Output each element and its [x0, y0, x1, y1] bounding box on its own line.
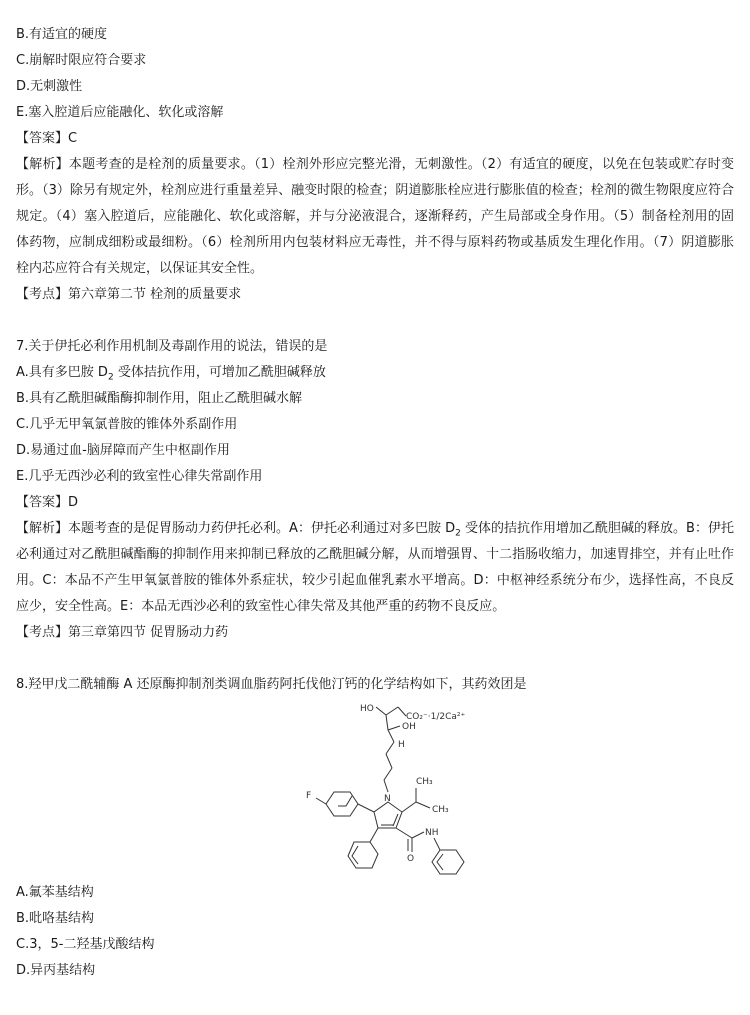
bond [358, 804, 374, 812]
q8-option-c: C.3，5-二羟基戊酸结构 [16, 937, 155, 952]
q7-option-a-post: 受体拮抗作用，可增加乙酰胆碱释放 [113, 365, 326, 380]
spacer [16, 646, 734, 672]
q7-analysis-pre: 【解析】本题考查的是促胃肠动力药伊托必利。A：伊托必利通过对多巴胺 D [16, 521, 456, 536]
q7-analysis [16, 516, 734, 620]
label-co2-ca: CO₂⁻·1/2Ca²⁺ [406, 712, 466, 722]
bond [352, 846, 358, 864]
atorvastatin-structure-figure [16, 698, 734, 880]
q8-stem: 8.羟甲戊二酰辅酶 A 还原酶抑制剂类调血脂药阿托伐他汀钙的化学结构如下，其药效团是 [16, 677, 527, 692]
bond [386, 715, 388, 730]
bond [412, 832, 424, 838]
q7-analysis-sub: 2 [455, 528, 461, 539]
q7-answer: 【答案】D [16, 495, 79, 510]
label-oh: OH [402, 722, 416, 732]
bond [386, 754, 392, 768]
atorvastatin-structure [294, 698, 504, 878]
label-ho: HO [360, 704, 374, 714]
q7-option-a [16, 360, 734, 386]
q6-option-e: E.塞入腔道后应能融化、软化或溶解 [16, 105, 224, 120]
q7-point: 【考点】第三章第四节 促胃肠动力药 [16, 625, 229, 640]
bond [437, 854, 443, 870]
q6-analysis: 【解析】本题考查的是栓剂的质量要求。（1）栓剂外形应完整光滑，无刺激性。（2）有适宜的硬度，以免在包装或贮存时变形。（3）除另有规定外，栓剂应进行重量差异、融变时限的检查；阴道膨胀栓应进行膨胀值的检查；栓剂的微生物限度应符合规定。（4）塞入腔道后，应能融化、软化或溶解，并与分泌液混合，逐渐释药，产生局部或全身作用。（5）制备栓剂用的固体药物，应制成细粉或最细粉。（6）栓剂所用内包装材料应无毒性，并不得与原料药物或基质发生理化作用。（7）阴道膨胀栓内芯应符合有关规定，以保证其安全性。 [16, 157, 734, 276]
q7-option-e: E.几乎无西沙必利的致室性心律失常副作用 [16, 469, 263, 484]
q6-option-d: D.无刺激性 [16, 79, 83, 94]
q7-option-a-pre: A.具有多巴胺 D [16, 365, 108, 380]
q6-option-b: B.有适宜的硬度 [16, 27, 108, 42]
bond [338, 796, 352, 806]
bond [386, 742, 394, 754]
bond [402, 802, 416, 812]
bond [388, 730, 394, 742]
bond [396, 828, 412, 838]
q7-option-b: B.具有乙酰胆碱酯酶抑制作用，阻止乙酰胆碱水解 [16, 391, 303, 406]
bond [416, 802, 430, 808]
q8-option-d: D.异丙基结构 [16, 963, 96, 978]
spacer [16, 308, 734, 334]
label-o: O [407, 854, 415, 864]
bond [316, 798, 326, 804]
q6-point: 【考点】第六章第二节 栓剂的质量要求 [16, 287, 242, 302]
label-f: F [306, 791, 312, 801]
bond [388, 726, 400, 730]
q7-option-c: C.几乎无甲氧氯普胺的锥体外系副作用 [16, 417, 238, 432]
q6-answer: 【答案】C [16, 131, 78, 146]
q7-option-a-sub: 2 [107, 372, 114, 383]
q6-option-c: C.崩解时限应符合要求 [16, 53, 147, 68]
bond [384, 780, 388, 792]
bond [398, 707, 406, 716]
q7-option-d: D.易通过血-脑屏障而产生中枢副作用 [16, 443, 230, 458]
fluorophenyl-ring [326, 792, 358, 816]
label-nh: NH [425, 828, 439, 838]
label-h: H [398, 740, 405, 750]
q8-option-b: B.吡咯基结构 [16, 911, 95, 926]
label-ch3-top: CH₃ [416, 777, 433, 787]
q7-stem: 7.关于伊托必利作用机制及毒副作用的说法，错误的是 [16, 339, 328, 354]
bond [434, 838, 440, 850]
bond [384, 768, 392, 780]
bond [386, 707, 398, 715]
bond [376, 707, 386, 715]
q7-analysis-post: 受体的拮抗作用增加乙酰胆碱的释放。B：伊托必利通过对乙酰胆碱酯酶的抑制作用来抑制已释放的乙酰胆碱分解，从而增强胃、十二指肠收缩力，加速胃排空，并有止吐作用。C：本品不产生甲氧氯普胺的锥体外系症状，较少引起血催乳素水平增高。D：中枢神经系统分布少，选择性高，不良反应少，安全性高。E：本品无西沙必利的致室性心律失常及其他严重的药物不良反应。 [16, 521, 734, 614]
label-n: N [384, 794, 391, 804]
document-page [16, 22, 734, 984]
label-ch3: CH₃ [432, 805, 449, 815]
q8-option-a: A.氟苯基结构 [16, 885, 94, 900]
bond [370, 828, 378, 842]
